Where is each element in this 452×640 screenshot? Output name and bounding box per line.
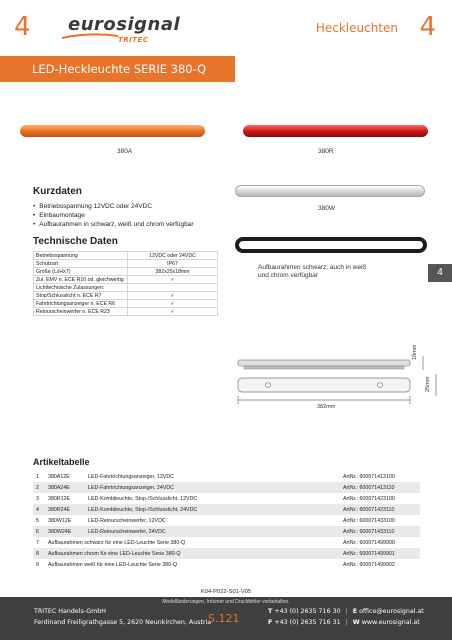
company-name: TRITEC Handels-GmbH (34, 608, 107, 615)
article-number: ArtNr.: 600071423110 (340, 504, 420, 515)
fax-number: +43 (0) 2635 716 31 (274, 619, 341, 626)
row-number: 9 (36, 561, 39, 568)
row-number: 6 (33, 526, 45, 537)
kurzdaten-list (33, 202, 194, 229)
phone-label: T (268, 608, 273, 615)
table-row (33, 515, 420, 526)
artikeltabelle-heading: Artikeltabelle (33, 457, 90, 467)
spec-label: Fahrtrichtungsanzeiger n. ECE R6 (34, 300, 128, 308)
table-row (33, 537, 420, 548)
article-code: 380R24E (45, 504, 85, 515)
kurzdaten-heading: Kurzdaten (33, 186, 82, 197)
technische-daten-heading: Technische Daten (33, 236, 118, 247)
table-row (34, 308, 218, 316)
spec-label: Zul. EMV n. ECE R10 od. gleichwertig (34, 276, 128, 284)
caption-380a: 380A (117, 148, 133, 155)
lamp-380a-image (20, 125, 205, 137)
article-code: 380A24E (45, 482, 85, 493)
caption-frame: Aufbaurahmen schwarz; auch in weiß und chrom verfügbar (258, 264, 367, 279)
article-number: ArtNr.: 600071499902 (343, 561, 395, 568)
disclaimer-note: Modelländerungen, Irrtümer und Druckfehler vorbehalten. (162, 599, 290, 605)
row-number: 3 (36, 495, 39, 502)
drawing-lamp-body (238, 360, 410, 366)
product-title-bar (0, 56, 235, 82)
article-code: 380A12E (48, 473, 70, 480)
article-code: 380R12E (48, 495, 71, 502)
check-icon: ✓ (128, 308, 218, 316)
contact-line-1 (268, 608, 424, 615)
table-row (34, 300, 218, 308)
drawing-lamp-base (244, 366, 404, 369)
table-row (34, 276, 218, 284)
article-description: Aufbaurahmen weiß für eine LED-Leuchte Serie 380-Q (48, 561, 177, 568)
article-number: ArtNr.: 600071499901 (340, 548, 420, 559)
chapter-tab: 4 (428, 264, 452, 282)
table-row (34, 292, 218, 300)
web-label: W (352, 619, 360, 626)
spec-label: Größe (LxHxT) (34, 268, 128, 276)
dimension-height: 18mm (412, 344, 418, 360)
article-number: ArtNr.: 600071413100 (343, 473, 395, 480)
table-row (34, 252, 218, 260)
article-description: LED-Kombileuchte, Stop-/Schlusslicht, 24VDC (85, 504, 340, 515)
row-number: 5 (36, 517, 39, 524)
article-description: LED-Kombileuchte, Stop-/Schlusslicht, 12VDC (88, 495, 198, 502)
chapter-number-left: 4 (14, 12, 31, 42)
row-number: 7 (36, 539, 39, 546)
caption-380w: 380W (318, 205, 335, 212)
article-number: ArtNr.: 600071499900 (343, 539, 395, 546)
spec-label: Schutzart (34, 260, 128, 268)
row-number: 4 (33, 504, 45, 515)
page-number: S.121 (208, 612, 240, 625)
table-row (33, 471, 420, 482)
article-code: 380W24E (45, 526, 85, 537)
article-description: LED-Fahrtrichtungsanzeiger, 12VDC (88, 473, 174, 480)
email-address[interactable]: office@eurosignal.at (359, 608, 424, 615)
check-icon: ✓ (128, 276, 218, 284)
contact-line-2 (268, 619, 420, 626)
list-item: • Einbaumontage (33, 211, 194, 220)
website-link[interactable]: www.eurosignal.at (361, 619, 420, 626)
lamp-380w-image (235, 185, 425, 197)
technical-drawing (230, 356, 452, 426)
company-address: Ferdinand Freiligrathgasse 5, 2620 Neunkirchen, Austria (34, 619, 212, 626)
table-row (33, 482, 420, 493)
lamp-380r-image (243, 125, 428, 137)
spec-value: IP67 (128, 260, 218, 268)
article-number: ArtNr.: 600071433100 (343, 517, 395, 524)
drawing-lamp-top (238, 378, 410, 392)
row-number: 8 (33, 548, 45, 559)
table-row (33, 504, 420, 515)
logo-wordmark: eurosignal (68, 14, 181, 35)
technische-daten-table (33, 251, 218, 316)
spec-label: Betriebsspannung (34, 252, 128, 260)
page-header (0, 0, 452, 50)
spec-label: Retourscheinwerfer n. ECE R23 (34, 308, 128, 316)
check-icon: ✓ (128, 292, 218, 300)
separator: | (345, 608, 348, 615)
artikel-table (33, 471, 420, 570)
spec-label: Stop/Schlusslicht n. ECE R7 (34, 292, 128, 300)
article-description: LED-Fahrtrichtungsanzeiger, 24VDC (85, 482, 340, 493)
article-number: ArtNr.: 600071433110 (340, 526, 420, 537)
dimension-depth: 25mm (425, 376, 431, 392)
check-icon: ✓ (128, 300, 218, 308)
table-row (33, 548, 420, 559)
spec-value: 382x25x18mm (128, 268, 218, 276)
fax-label: F (268, 619, 273, 626)
table-row (33, 559, 420, 570)
section-title: Heckleuchten (315, 21, 398, 35)
article-code: 380W12E (48, 517, 72, 524)
phone-number: +43 (0) 2635 716 30 (274, 608, 341, 615)
caption-380r: 380R (318, 148, 334, 155)
order-code: K04-P022-S01-V05 (200, 589, 252, 595)
email-label: E (352, 608, 358, 615)
list-item: • Betriebsspannung 12VDC oder 24VDC (33, 202, 194, 211)
article-description: LED-Retourscheinwerfer, 12VDC (88, 517, 166, 524)
row-number: 2 (33, 482, 45, 493)
table-row (34, 268, 218, 276)
logo-subtitle: TRITEC (118, 36, 149, 44)
separator: | (345, 619, 348, 626)
article-description: LED-Retourscheinwerfer, 24VDC (85, 526, 340, 537)
article-number: ArtNr.: 600071413110 (340, 482, 420, 493)
row-number: 1 (36, 473, 39, 480)
spec-label: Lichttechnische Zulassungen: (34, 284, 128, 292)
table-row (33, 526, 420, 537)
chapter-number-right: 4 (419, 12, 436, 42)
spec-value (128, 284, 218, 292)
article-description: Aufbaurahmen schwarz für eine LED-Leuchte Serie 380-Q (48, 539, 186, 546)
table-row (34, 284, 218, 292)
page-footer (0, 597, 452, 640)
list-item: • Aufbaurahmen in schwarz, weiß und chrom verfügbar (33, 220, 194, 229)
page-title: LED-Heckleuchte SERIE 380-Q (32, 62, 207, 76)
article-number: ArtNr.: 600071423100 (343, 495, 395, 502)
mounting-frame-image (235, 237, 427, 253)
table-row (33, 493, 420, 504)
article-description: Aufbaurahmen chrom für eine LED-Leuchte Serie 380-Q (45, 548, 340, 559)
spec-value: 12VDC oder 24VDC (128, 252, 218, 260)
eurosignal-logo (60, 14, 200, 44)
table-row (34, 260, 218, 268)
dimension-length: 382mm (317, 404, 336, 410)
